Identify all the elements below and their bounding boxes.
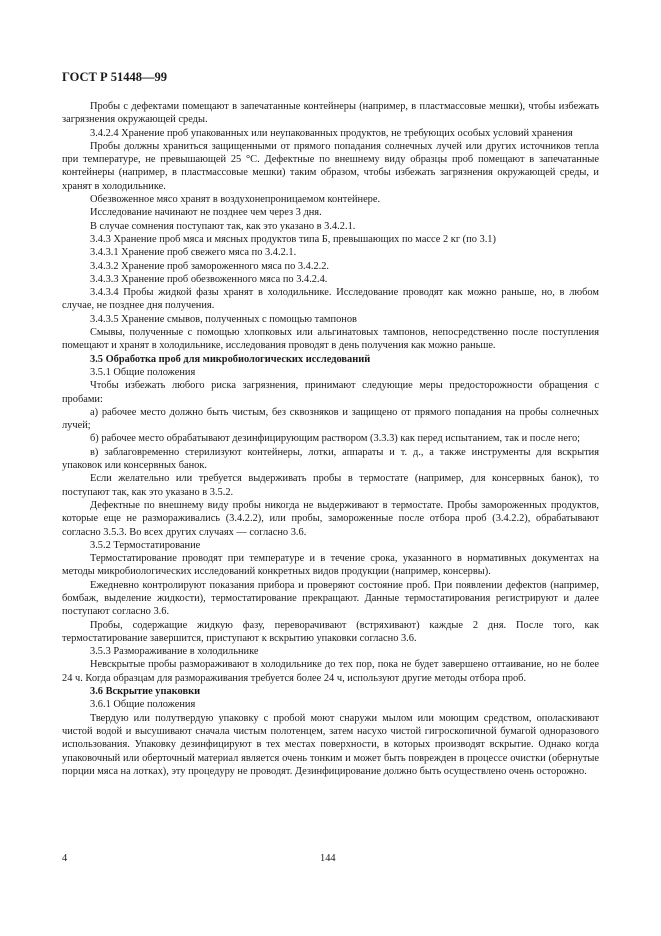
paragraph: 3.4.3 Хранение проб мяса и мясных продуктов типа Б, превышающих по массе 2 кг (по 3.1) <box>90 233 496 245</box>
paragraph: 3.5.1 Общие положения <box>90 366 196 378</box>
paragraph: 3.5.2 Термостатирование <box>90 539 201 551</box>
page-number: 4 <box>62 853 68 864</box>
paragraph: Если желательно или требуется выдерживать пробы в термостате (например, для консервных банок), то поступают так, как это указано в 3.5.2. <box>62 473 599 498</box>
paragraph: Невскрытые пробы размораживают в холодильнике до тех пор, пока не будет завершено оттаивание, но не более 24 ч. Когда образцам для размораживания требуется более 24 ч, используют другие методы отбора проб. <box>62 659 599 684</box>
paragraph: Смывы, полученные с помощью хлопковых или альгинатовых тампонов, непосредственно после поступления помещают и хранят в холодильнике, исследования проводят в день получения как можно раньше. <box>62 327 599 352</box>
paragraph: Чтобы избежать любого риска загрязнения, принимают следующие меры предосторожности обращения с пробами: <box>62 380 599 405</box>
paragraph: 3.4.3.1 Хранение проб свежего мяса по 3.4.2.1. <box>90 247 297 259</box>
paragraph: 3.4.3.5 Хранение смывов, полученных с помощью тампонов <box>90 313 357 325</box>
paragraph: 3.5.3 Размораживание в холодильнике <box>90 646 259 658</box>
paragraph: Пробы с дефектами помещают в запечатанные контейнеры (например, в пластмассовые мешки), чтобы избежать загрязнения окружающей среды. <box>62 101 599 126</box>
paragraph: 3.4.2.4 Хранение проб упакованных или неупакованных продуктов, не требующих особых условий хранения <box>90 127 573 139</box>
paragraph: Дефектные по внешнему виду пробы никогда не выдерживают в термостате. Пробы замороженных продуктов, которые еще не размораживались (3.4.2.2), или пробы, замороженные после отбора проб (3.4.2.2), обрабатывают согласно 3.5.3. Во всех других случаях — согласно 3.6. <box>62 499 599 538</box>
paragraph: б) рабочее место обрабатывают дезинфицирующим раствором (3.3.3) как перед испытанием, так и после него; <box>90 433 581 445</box>
sheet-number: 144 <box>320 853 336 864</box>
paragraph: В случае сомнения поступают так, как это указано в 3.4.2.1. <box>90 220 356 232</box>
paragraph: Исследование начинают не позднее чем через 3 дня. <box>90 207 322 219</box>
section-heading: 3.6 Вскрытие упаковки <box>90 686 201 698</box>
paragraph: Твердую или полутвердую упаковку с пробой моют снаружи мылом или моющим средством, ополаскивают чистой водой и высушивают сначала чистым полотенцем, затем насухо чистой гигроскопичной бумагой одноразового использования. Упаковку дезинфицируют в тех местах поверхности, в которых производят вскрытие. Однако когда упаковочный или оберточный материал является очень тонким и может быть поврежден в процессе очистки (обернутые порции мяса на лотках), эту процедуру не проводят. Дезинфицирование должно быть осуществлено очень осторожно. <box>62 712 599 777</box>
paragraph: 3.6.1 Общие положения <box>90 699 196 711</box>
section-heading: 3.5 Обработка проб для микробиологических исследований <box>90 353 371 365</box>
document-body <box>62 100 599 778</box>
page-header: ГОСТ Р 51448—99 <box>62 70 168 84</box>
paragraph: Обезвоженное мясо хранят в воздухонепроницаемом контейнере. <box>90 194 381 206</box>
paragraph: а) рабочее место должно быть чистым, без сквозняков и защищено от прямого попадания на пробы солнечных лучей; <box>62 406 599 432</box>
paragraph: 3.4.3.3 Хранение проб обезвоженного мяса по 3.4.2.4. <box>90 273 328 285</box>
paragraph: 3.4.3.4 Пробы жидкой фазы хранят в холодильнике. Исследование проводят как можно раньше, но, в любом случае, не позднее дня получения. <box>62 287 599 312</box>
paragraph: Ежедневно контролируют показания прибора и проверяют состояние проб. При появлении дефектов (например, бомбаж, выделение жидкости), термостатирование прекращают. Данные термостатирования регистрируют и далее поступают согласно 3.6. <box>62 579 599 618</box>
paragraph: Термостатирование проводят при температуре и в течение срока, указанного в нормативных документах на методы микробиологических исследований конкретных видов продукции (например, консервы). <box>62 553 599 578</box>
paragraph: Пробы, содержащие жидкую фазу, переворачивают (встряхивают) каждые 2 дня. После того, как термостатирование завершится, приступают к вскрытию упаковки согласно 3.6. <box>62 619 599 644</box>
paragraph: Пробы должны храниться защищенными от прямого попадания солнечных лучей или других источников тепла при температуре, не превышающей 25 °С. Дефектные по внешнему виду образцы проб помещают в запечатанные контейнеры (например, в пластмассовые мешки) таким образом, чтобы избежать загрязнения окружающей среды, и хранят в холодильнике. <box>62 140 599 192</box>
paragraph: 3.4.3.2 Хранение проб замороженного мяса по 3.4.2.2. <box>90 260 330 272</box>
paragraph: в) заблаговременно стерилизуют контейнеры, лотки, аппараты и т. д., а также инструменты для вскрытия упаковок или консервных банок. <box>62 446 599 472</box>
